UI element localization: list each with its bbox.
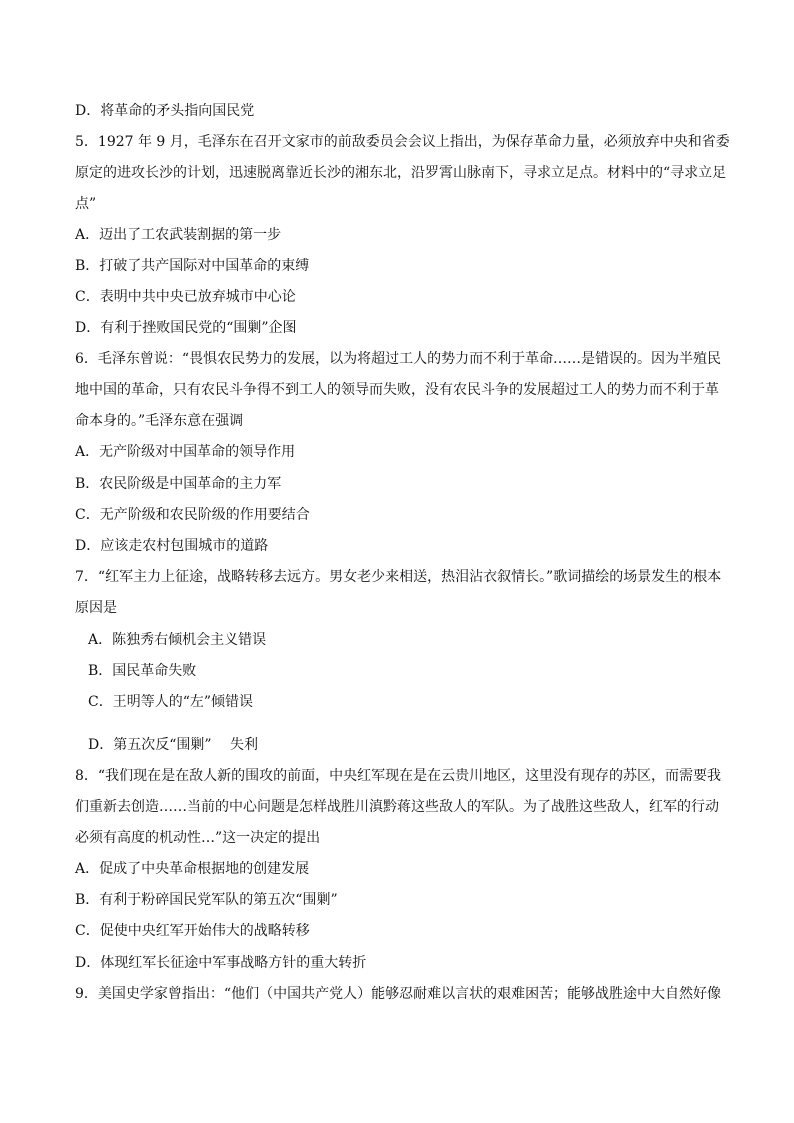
option-7d: D．第五次反“围剿” 失利 — [88, 737, 258, 753]
question-5-stem: 原定的进攻长沙的计划，迅速脱离靠近长沙的湘东北，沿罗霄山脉南下，寻求立足点。材料中的“寻求立足 — [75, 165, 727, 181]
option-6c: C．无产阶级和农民阶级的作用要结合 — [75, 507, 310, 523]
question-6-stem: 命本身的。”毛泽东意在强调 — [75, 413, 244, 429]
option-7a: A．陈独秀右倾机会主义错误 — [88, 632, 267, 648]
question-6-stem: 6．毛泽东曾说：“畏惧农民势力的发展，以为将超过工人的势力而不利于革命……是错误的。因为半殖民 — [75, 351, 722, 367]
option-8d: D．体现红军长征途中军事战略方针的重大转折 — [75, 955, 367, 971]
question-7-stem: 原因是 — [75, 600, 117, 616]
option-8b: B．有利于粉碎国民党军队的第五次“围剿” — [75, 892, 338, 908]
option-7c: C．王明等人的“左”倾错误 — [88, 694, 254, 710]
option-7b: B．国民革命失败 — [88, 663, 197, 679]
option-5a: A．迈出了工农武装割据的第一步 — [75, 227, 282, 243]
question-5-stem: 5．1927 年 9 月，毛泽东在召开文家市的前敌委员会会议上指出，为保存革命力量，必须放弃中央和省委 — [75, 134, 730, 150]
question-7-stem: 7．“红军主力上征途，战略转移去远方。男女老少来相送，热泪沾衣叙情长。”歌词描绘的场景发生的根本 — [75, 569, 722, 585]
option-8c: C．促使中央红军开始伟大的战略转移 — [75, 923, 310, 939]
option-5b: B．打破了共产国际对中国革命的束缚 — [75, 258, 310, 274]
option-6a: A．无产阶级对中国革命的领导作用 — [75, 444, 296, 460]
question-6-stem: 地中国的革命，只有农民斗争得不到工人的领导而失败，没有农民斗争的发展超过工人的势力而不利于革 — [75, 382, 719, 398]
option-5d: D．有利于挫败国民党的“围剿”企图 — [75, 320, 297, 336]
option-6b: B．农民阶级是中国革命的主力军 — [75, 476, 282, 492]
question-8-stem: 必须有高度的机动性…”这一决定的提出 — [75, 830, 321, 846]
option-6d: D．应该走农村包围城市的道路 — [75, 538, 269, 554]
question-8-stem: 8．“我们现在是在敌人新的围攻的前面，中央红军现在是在云贵川地区，这里没有现存的苏区，而需要我 — [75, 768, 722, 784]
option-5c: C．表明中共中央已放弃城市中心论 — [75, 289, 296, 305]
option-8a: A．促成了中央革命根据地的创建发展 — [75, 861, 310, 877]
question-8-stem: 们重新去创造……当前的中心问题是怎样战胜川滇黔蒋这些敌人的军队。为了战胜这些敌人，红军的行动 — [75, 799, 719, 815]
option-4d: D．将革命的矛头指向国民党 — [75, 103, 255, 119]
question-9-stem: 9．美国史学家曾指出：“他们（中国共产党人）能够忍耐难以言状的艰难困苦；能够战胜途中大自然好像 — [75, 986, 722, 1002]
question-5-stem: 点” — [75, 196, 97, 212]
